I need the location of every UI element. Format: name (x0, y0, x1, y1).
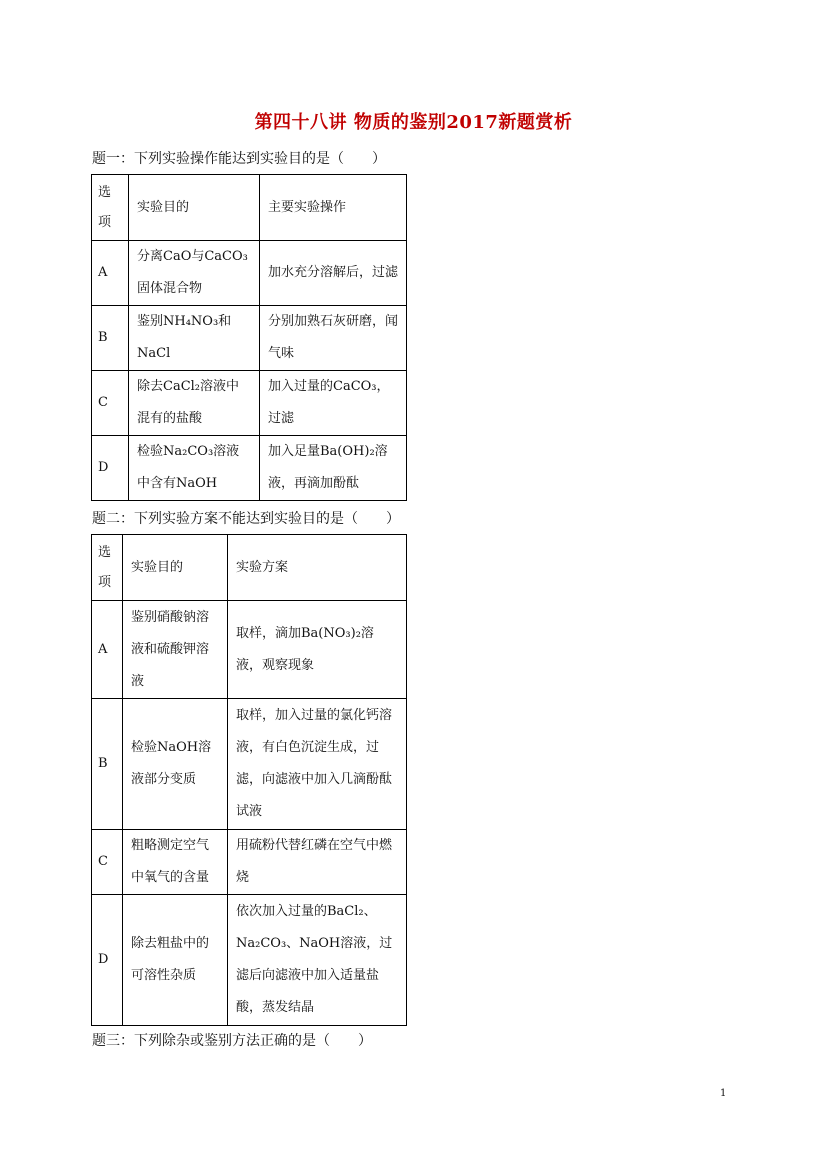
row-option: B (92, 306, 129, 371)
row-operation: 加入过量的CaCO₃，过滤 (260, 371, 407, 436)
table-row (92, 306, 407, 371)
row-option: C (92, 371, 129, 436)
header-goal: 实验目的 (123, 535, 228, 601)
table-row (92, 371, 407, 436)
row-operation: 分别加熟石灰研磨，闻气味 (260, 306, 407, 371)
question-1-prompt: 题一：下列实验操作能达到实验目的是（ ） (92, 151, 386, 167)
table-row (92, 830, 407, 895)
table-row (92, 895, 407, 1026)
row-goal: 检验Na₂CO₃溶液中含有NaOH (129, 436, 260, 501)
row-option: A (92, 241, 129, 306)
page-title: 第四十八讲 物质的鉴别2017新题赏析 (254, 112, 573, 133)
header-plan: 实验方案 (228, 535, 407, 601)
row-option: D (92, 895, 123, 1026)
row-operation: 加水充分溶解后，过滤 (260, 241, 407, 306)
row-goal: 检验NaOH溶液部分变质 (123, 699, 228, 830)
row-goal: 分离CaO与CaCO₃固体混合物 (129, 241, 260, 306)
row-plan: 取样，滴加Ba(NO₃)₂溶液，观察现象 (228, 601, 407, 699)
row-goal: 鉴别NH₄NO₃和NaCl (129, 306, 260, 371)
question-2-prompt: 题二：下列实验方案不能达到实验目的是（ ） (92, 511, 400, 527)
row-plan: 用硫粉代替红磷在空气中燃烧 (228, 830, 407, 895)
row-goal: 除去粗盐中的可溶性杂质 (123, 895, 228, 1026)
question-3-prompt: 题三：下列除杂或鉴别方法正确的是（ ） (92, 1033, 372, 1049)
table-row (92, 241, 407, 306)
row-plan: 取样，加入过量的氯化钙溶液，有白色沉淀生成，过滤，向滤液中加入几滴酚酞试液 (228, 699, 407, 830)
page-number: 1 (720, 1088, 727, 1099)
table-header-row (92, 175, 407, 241)
table-row (92, 436, 407, 501)
row-goal: 粗略测定空气中氧气的含量 (123, 830, 228, 895)
row-operation: 加入足量Ba(OH)₂溶液，再滴加酚酞 (260, 436, 407, 501)
header-option: 选项 (92, 175, 129, 241)
row-goal: 鉴别硝酸钠溶液和硫酸钾溶液 (123, 601, 228, 699)
header-goal: 实验目的 (129, 175, 260, 241)
table-header-row (92, 535, 407, 601)
header-option: 选项 (92, 535, 123, 601)
table-row (92, 601, 407, 699)
header-operation: 主要实验操作 (260, 175, 407, 241)
row-option: A (92, 601, 123, 699)
question-1-table (91, 174, 407, 501)
row-goal: 除去CaCl₂溶液中混有的盐酸 (129, 371, 260, 436)
table-row (92, 699, 407, 830)
row-option: B (92, 699, 123, 830)
row-plan: 依次加入过量的BaCl₂、Na₂CO₃、NaOH溶液，过滤后向滤液中加入适量盐酸，蒸发结晶 (228, 895, 407, 1026)
row-option: D (92, 436, 129, 501)
row-option: C (92, 830, 123, 895)
question-2-table (91, 534, 407, 1026)
